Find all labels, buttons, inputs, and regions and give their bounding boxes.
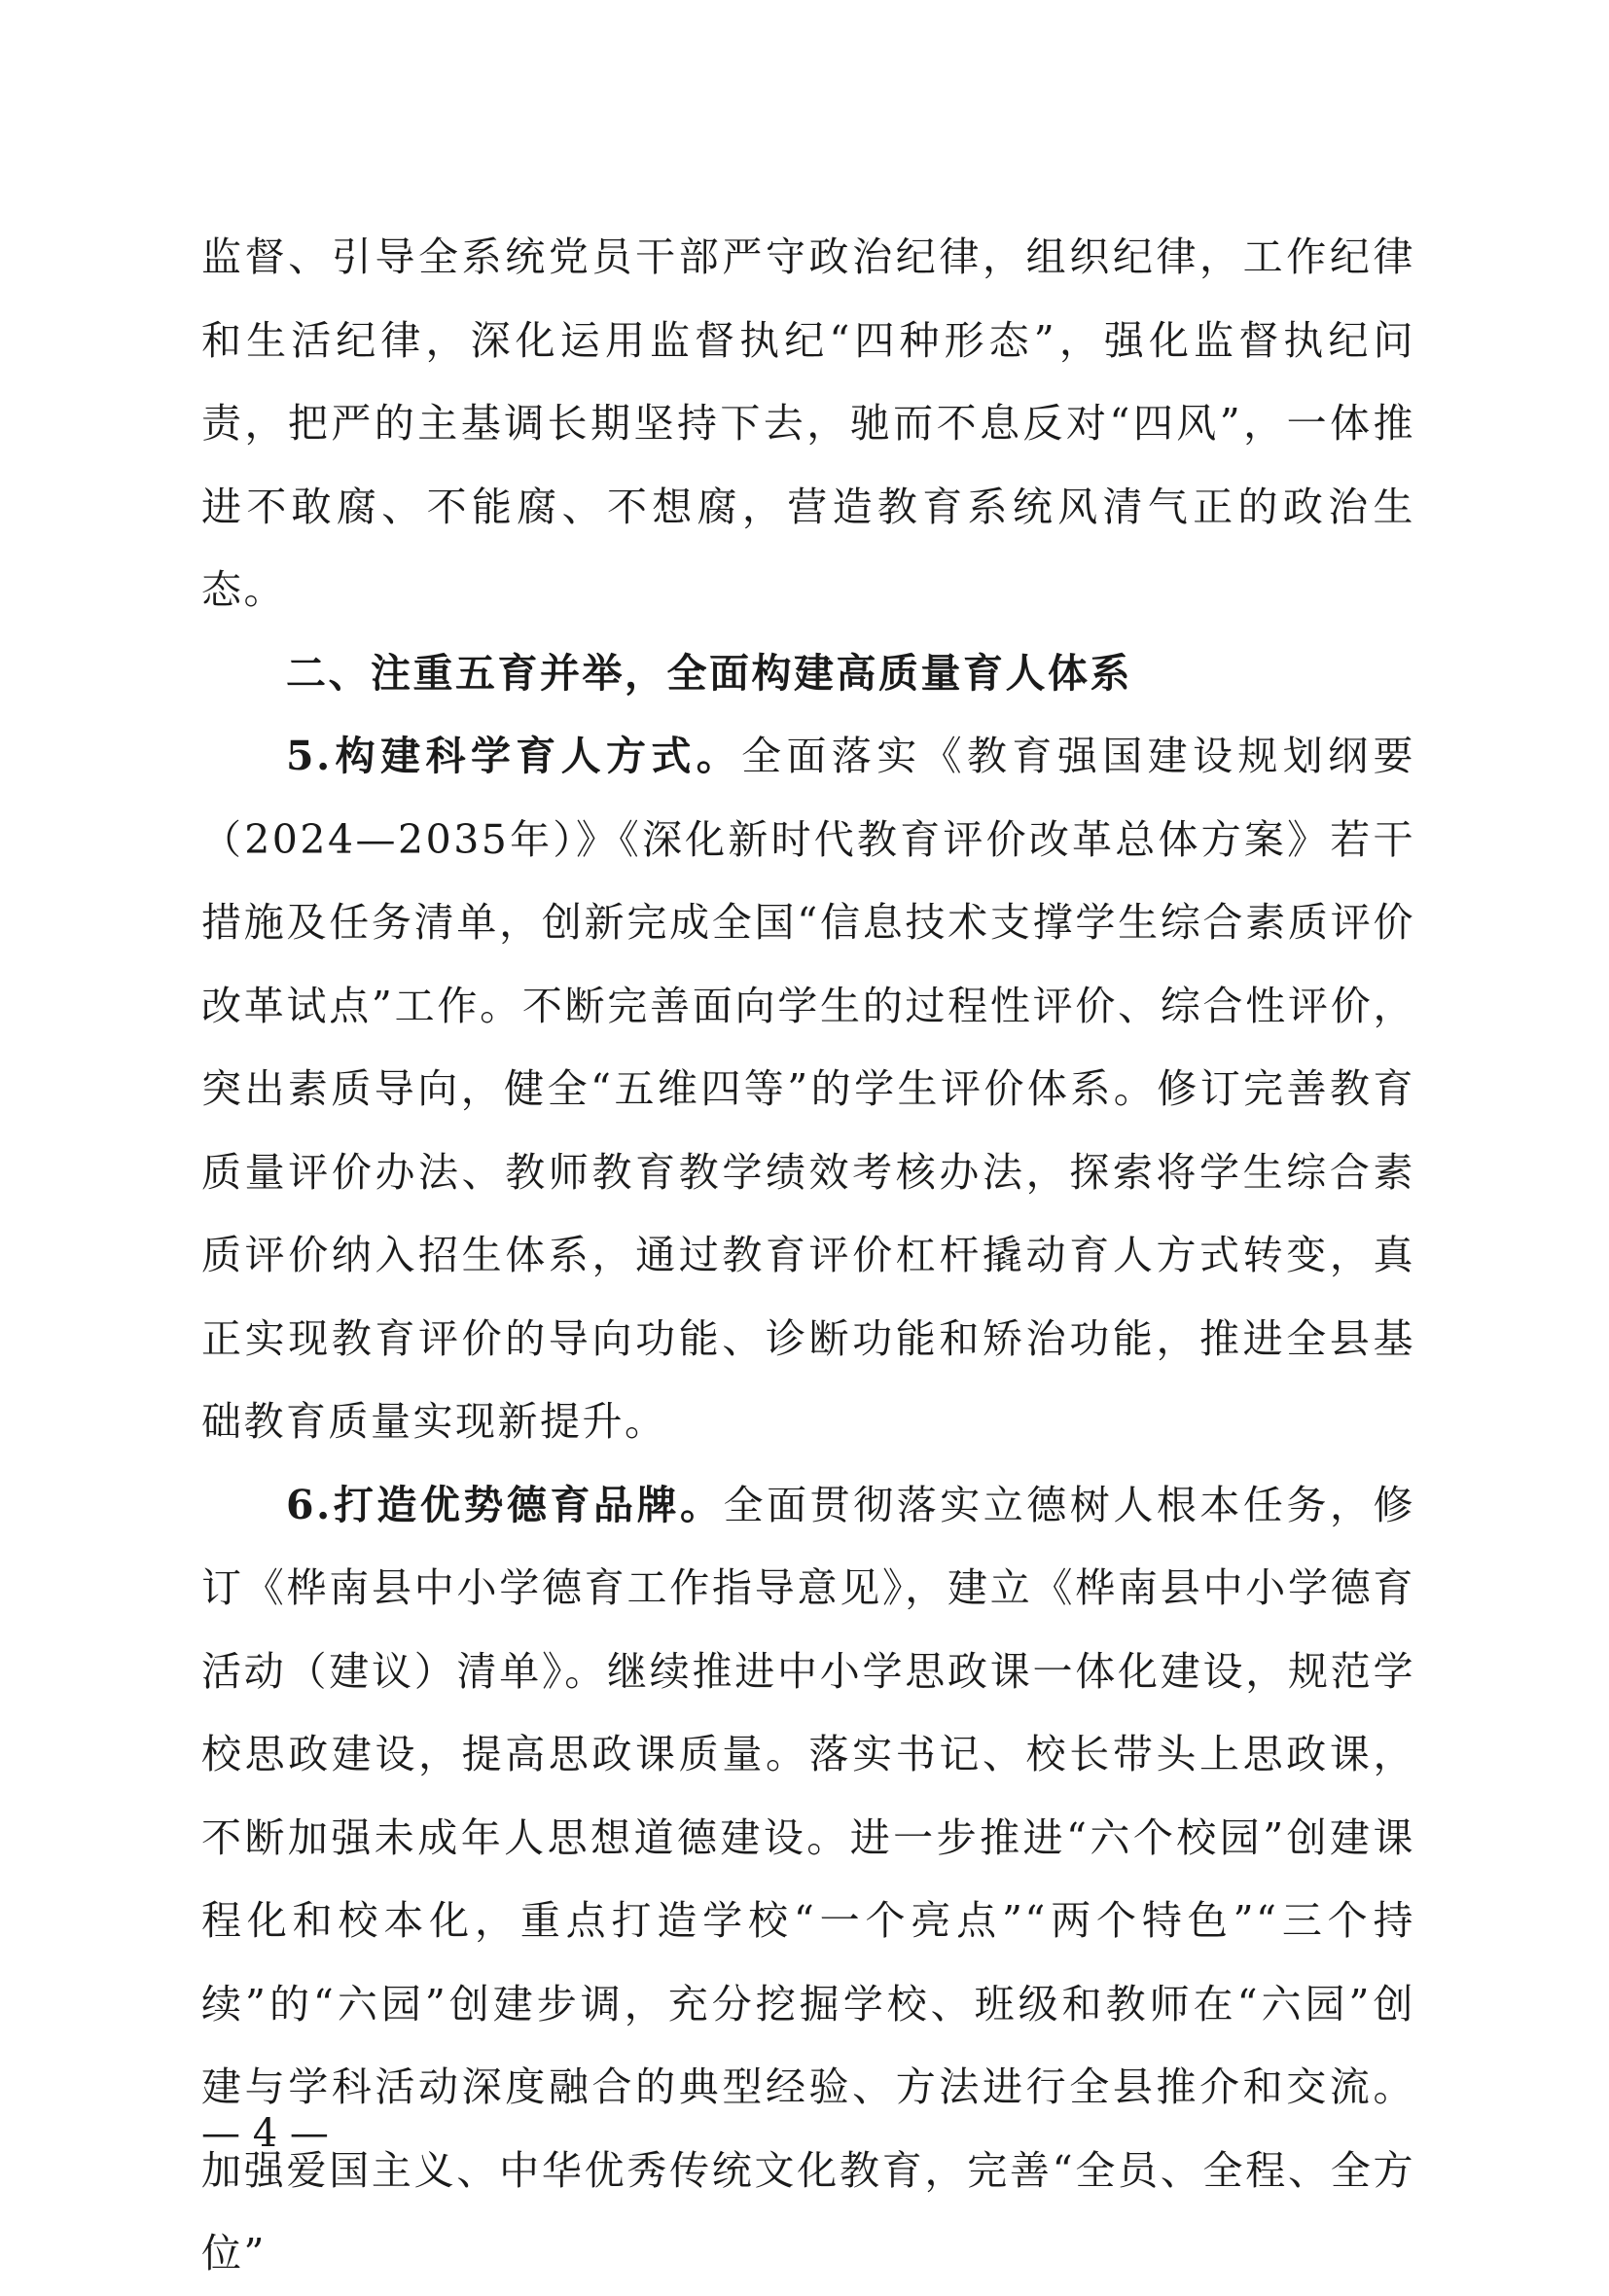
page-body [201, 216, 1415, 2296]
paragraph-item-5 [201, 715, 1415, 1464]
paragraph-discipline [201, 216, 1415, 632]
paragraph-text: 全面落实《教育强国建设规划纲要（2024—2035年）》《深化新时代教育评价改革总体方案》若干措施及任务清单，创新完成全国“信息技术支撑学生综合素质评价改革试点”工作。不断完善面向学生的过程性评价、综合性评价，突出素质导向，健全“五维四等”的学生评价体系。修订完善教育质量评价办法、教师教育教学绩效考核办法，探索将学生综合素质评价纳入招生体系，通过教育评价杠杆撬动育人方式转变，真正实现教育评价的导向功能、诊断功能和矫治功能，推进全县基础教育质量实现新提升。 [201, 733, 1415, 1445]
page-number: — 4 — [201, 2111, 329, 2156]
paragraph-item-6 [201, 1464, 1415, 2296]
section-heading: 二、注重五育并举，全面构建高质量育人体系 [286, 649, 1132, 697]
paragraph-text: 监督、引导全系统党员干部严守政治纪律，组织纪律，工作纪律和生活纪律，深化运用监督执纪“四种形态”，强化监督执纪问责，把严的主基调长期坚持下去，驰而不息反对“四风”，一体推进不敢腐、不能腐、不想腐，营造教育系统风清气正的政治生态。 [201, 233, 1415, 613]
paragraph-text: 全面贯彻落实立德树人根本任务，修订《桦南县中小学德育工作指导意见》，建立《桦南县中小学德育活动（建议）清单》。继续推进中小学思政课一体化建设，规范学校思政建设，提高思政课质量。落实书记、校长带头上思政课，不断加强未成年人思想道德建设。进一步推进“六个校园”创建课程化和校本化，重点打造学校“一个亮点”“两个特色”“三个持续”的“六园”创建步调，充分挖掘学校、班级和教师在“六园”创建与学科活动深度融合的典型经验、方法进行全县推介和交流。加强爱国主义、中华优秀传统文化教育，完善“全员、全程、全方位” [201, 1481, 1415, 2277]
paragraph-lead: 5.构建科学育人方式。 [286, 733, 742, 779]
paragraph-lead: 6.打造优势德育品牌。 [286, 1481, 724, 1528]
